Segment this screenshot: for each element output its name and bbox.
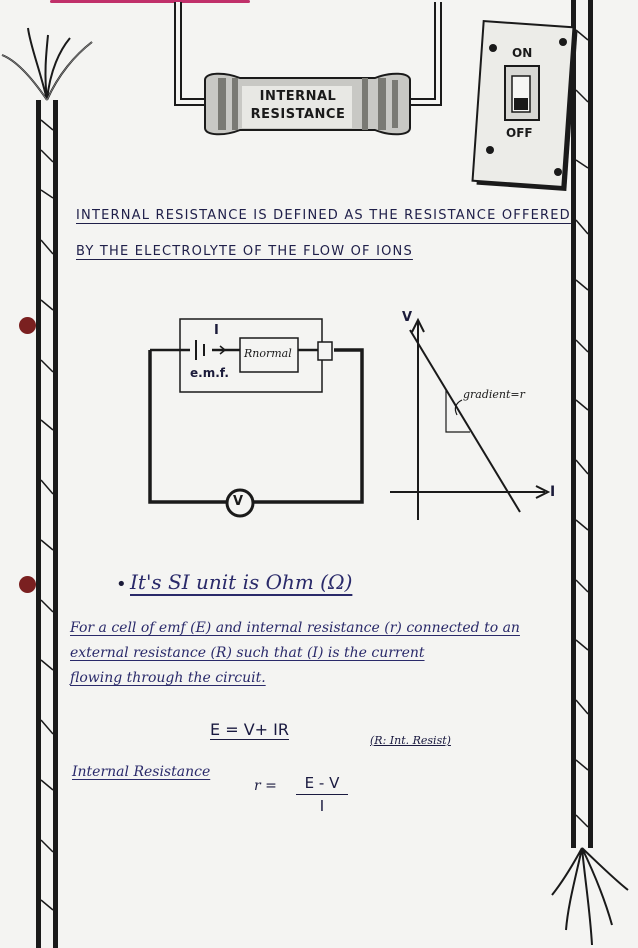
internal-resistance-label: Internal Resistance <box>72 764 211 780</box>
fraction <box>296 774 348 815</box>
gradient-label: gradient=r <box>463 388 525 401</box>
r-symbol: r = <box>254 778 277 794</box>
equation-note: (R: Int. Resist) <box>370 734 451 747</box>
fraction-numerator: E - V <box>296 774 348 795</box>
current-label: I <box>214 323 219 338</box>
main-equation: E = V+ IR <box>210 720 289 739</box>
switch-off-label: OFF <box>506 126 533 140</box>
resistor-label <box>244 88 352 124</box>
load-resistor-label: Rnormal <box>244 347 292 360</box>
left-wire-illustration <box>2 28 92 948</box>
resistor-label-line: RESISTANCE <box>250 107 346 122</box>
definition-line-1: INTERNAL RESISTANCE IS DEFINED AS THE RESISTANCE OFFERED <box>76 208 571 223</box>
bullet-icon: • <box>116 574 127 595</box>
binder-hole <box>19 317 36 334</box>
voltmeter-label: V <box>233 494 244 509</box>
binder-hole <box>19 576 36 593</box>
vi-graph <box>390 320 548 520</box>
graph-y-axis-label: V <box>402 310 413 325</box>
paragraph-line-2: external resistance (R) such that (I) is the current <box>70 645 425 661</box>
si-unit-line: It's SI unit is Ohm (Ω) <box>130 570 353 594</box>
paragraph-line-1: For a cell of emf (E) and internal resistance (r) connected to an <box>70 620 520 636</box>
emf-label: e.m.f. <box>190 366 229 380</box>
paragraph-line-3: flowing through the circuit. <box>70 670 266 686</box>
fraction-denominator: I <box>319 797 325 815</box>
definition-line-2: BY THE ELECTROLYTE OF THE FLOW OF IONS <box>76 244 413 259</box>
graph-x-axis-label: I <box>550 484 556 500</box>
switch-on-label: ON <box>512 46 533 60</box>
resistor-label-line: INTERNAL <box>259 89 337 104</box>
